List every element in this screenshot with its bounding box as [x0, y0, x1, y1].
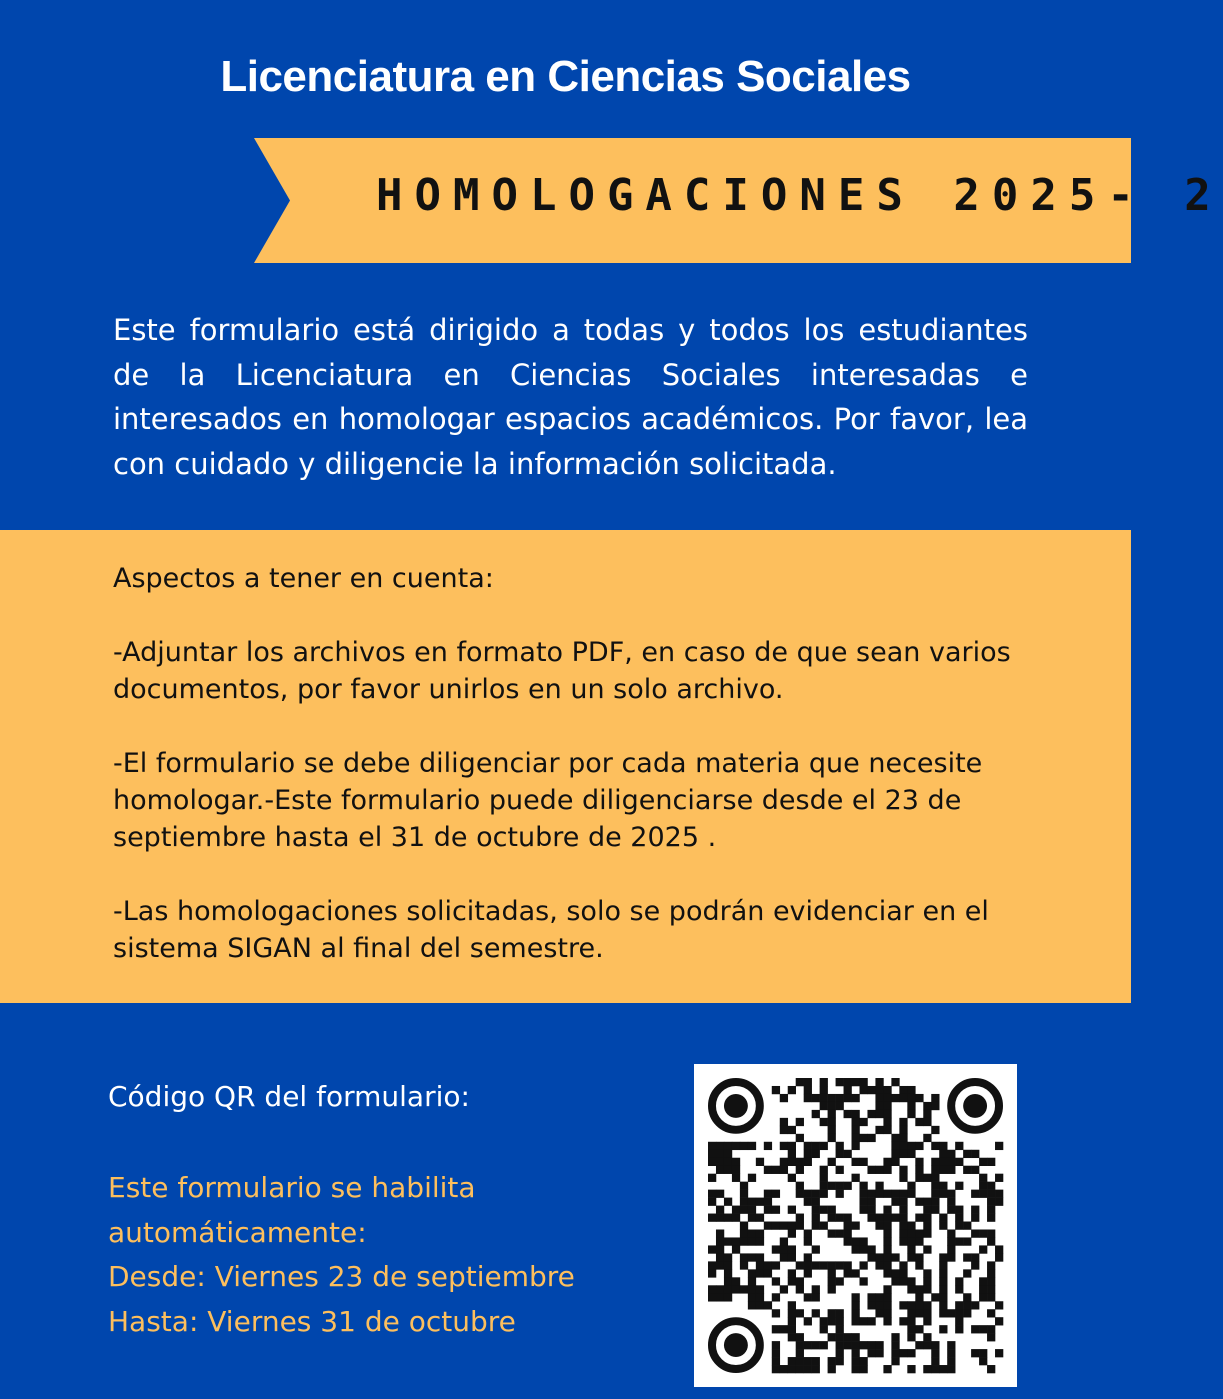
schedule-line: automáticamente:: [108, 1215, 367, 1249]
banner-title: HOMOLOGACIONES 2025- 2: [376, 170, 1223, 221]
aspect-item: -Las homologaciones solicitadas, solo se podrán evidenciar en el sistema SIGAN al final del semestre.: [113, 896, 989, 964]
page-title: Licenciatura en Ciencias Sociales: [220, 52, 911, 101]
qr-code[interactable]: [694, 1064, 1017, 1387]
intro-paragraph: Este formulario está dirigido a todas y todos los estudiantes de la Licenciatura en Ciencias Sociales interesadas e interesados en homologar espacios académicos. Por favor, lea con cuidado y diligencie la información solicitada.: [113, 313, 1028, 481]
schedule-to: Hasta: Viernes 31 de octubre: [108, 1304, 516, 1338]
schedule-info: [108, 1166, 575, 1344]
qr-code-icon: [708, 1078, 1003, 1373]
aspects-list: [113, 560, 1073, 1004]
aspects-heading: Aspectos a tener en cuenta:: [113, 563, 494, 594]
aspect-item: -El formulario se debe diligenciar por cada materia que necesite homologar.-Este formulario puede diligenciarse desde el 23 de septiembre hasta el 31 de octubre de 2025 .: [113, 748, 983, 853]
aspect-item: -Adjuntar los archivos en formato PDF, en caso de que sean varios documentos, por favor unirlos en un solo archivo.: [113, 637, 1011, 705]
schedule-line: Este formulario se habilita: [108, 1171, 476, 1204]
schedule-from: Desde: Viernes 23 de septiembre: [108, 1260, 575, 1293]
qr-label: Código QR del formulario:: [108, 1080, 470, 1113]
